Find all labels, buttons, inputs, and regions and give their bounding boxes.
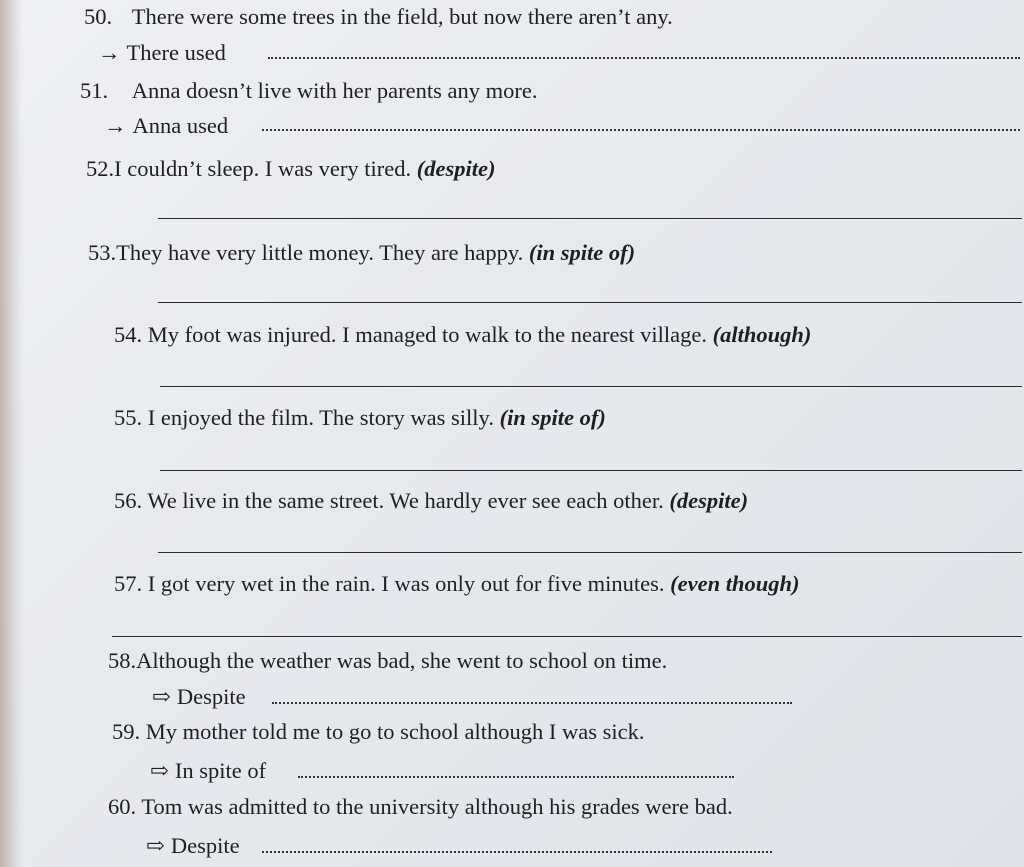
exercise-text: My mother told me to go to school although I was sick.: [145, 719, 645, 744]
exercise-number: 54.: [114, 322, 143, 347]
exercise-56: [114, 488, 748, 514]
exercise-number: 53.: [88, 240, 117, 265]
exercise-50: [84, 4, 673, 30]
exercise-hint: (even though): [670, 571, 800, 596]
lead-text: Despite: [170, 833, 240, 858]
exercise-number: 58.: [108, 648, 137, 673]
answer-line-50[interactable]: [268, 57, 1020, 59]
exercise-hint: (despite): [416, 156, 496, 181]
exercise-number: 51.: [80, 78, 109, 103]
exercise-60-lead: [146, 833, 240, 859]
exercise-60: [108, 794, 733, 820]
lead-text: Anna used: [132, 113, 229, 138]
hollow-arrow-icon: ⇨: [150, 758, 169, 783]
exercise-number: 52.: [86, 156, 115, 181]
exercise-text: Anna doesn’t live with her parents any more.: [131, 78, 538, 103]
exercise-text: I couldn’t sleep. I was very tired.: [114, 156, 412, 181]
exercise-59-lead: [150, 758, 266, 784]
exercise-hint: (in spite of): [499, 405, 606, 430]
exercise-54: [114, 322, 811, 348]
exercise-number: 59.: [112, 719, 141, 744]
exercise-text: They have very little money. They are happy.: [116, 240, 524, 265]
answer-line-54[interactable]: [160, 386, 1022, 387]
right-arrow-icon: →: [104, 113, 127, 138]
exercise-51-lead: [104, 113, 228, 139]
answer-line-55[interactable]: [160, 470, 1022, 471]
lead-text: In spite of: [174, 758, 267, 783]
exercise-text: I enjoyed the film. The story was silly.: [147, 405, 494, 430]
exercise-58-lead: [152, 684, 246, 710]
exercise-hint: (despite): [669, 488, 749, 513]
answer-line-57[interactable]: [112, 636, 1022, 637]
answer-line-52[interactable]: [158, 218, 1022, 219]
answer-line-56[interactable]: [158, 552, 1022, 553]
exercise-55: [114, 405, 606, 431]
lead-text: Despite: [176, 684, 246, 709]
exercise-number: 50.: [84, 4, 113, 29]
hollow-arrow-icon: ⇨: [146, 833, 165, 858]
exercise-52: [86, 156, 495, 182]
exercise-hint: (although): [712, 322, 812, 347]
exercise-58: [108, 648, 667, 674]
answer-line-53[interactable]: [158, 302, 1022, 303]
exercise-number: 55.: [114, 405, 143, 430]
exercise-number: 57.: [114, 571, 143, 596]
exercise-number: 60.: [108, 794, 137, 819]
exercise-hint: (in spite of): [528, 240, 636, 265]
exercise-text: Tom was admitted to the university although his grades were bad.: [141, 794, 733, 819]
answer-line-60[interactable]: [262, 851, 772, 853]
answer-line-51[interactable]: [262, 129, 1020, 131]
exercise-51: [80, 78, 537, 104]
exercise-57: [114, 571, 800, 597]
exercise-number: 56.: [114, 488, 143, 513]
page-edge-shadow: [0, 0, 22, 867]
exercise-text: There were some trees in the field, but now there aren’t any.: [131, 4, 673, 29]
lead-text: There used: [126, 40, 226, 65]
exercise-text: We live in the same street. We hardly ever see each other.: [147, 488, 664, 513]
exercise-50-lead: [98, 40, 226, 66]
exercise-text: Although the weather was bad, she went to school on time.: [136, 648, 668, 673]
exercise-53: [88, 240, 635, 266]
right-arrow-icon: →: [98, 40, 121, 65]
answer-line-58[interactable]: [272, 702, 792, 704]
hollow-arrow-icon: ⇨: [152, 684, 171, 709]
exercise-text: I got very wet in the rain. I was only out for five minutes.: [147, 571, 665, 596]
exercise-text: My foot was injured. I managed to walk to the nearest village.: [147, 322, 707, 347]
answer-line-59[interactable]: [298, 776, 734, 778]
exercise-59: [112, 719, 644, 745]
